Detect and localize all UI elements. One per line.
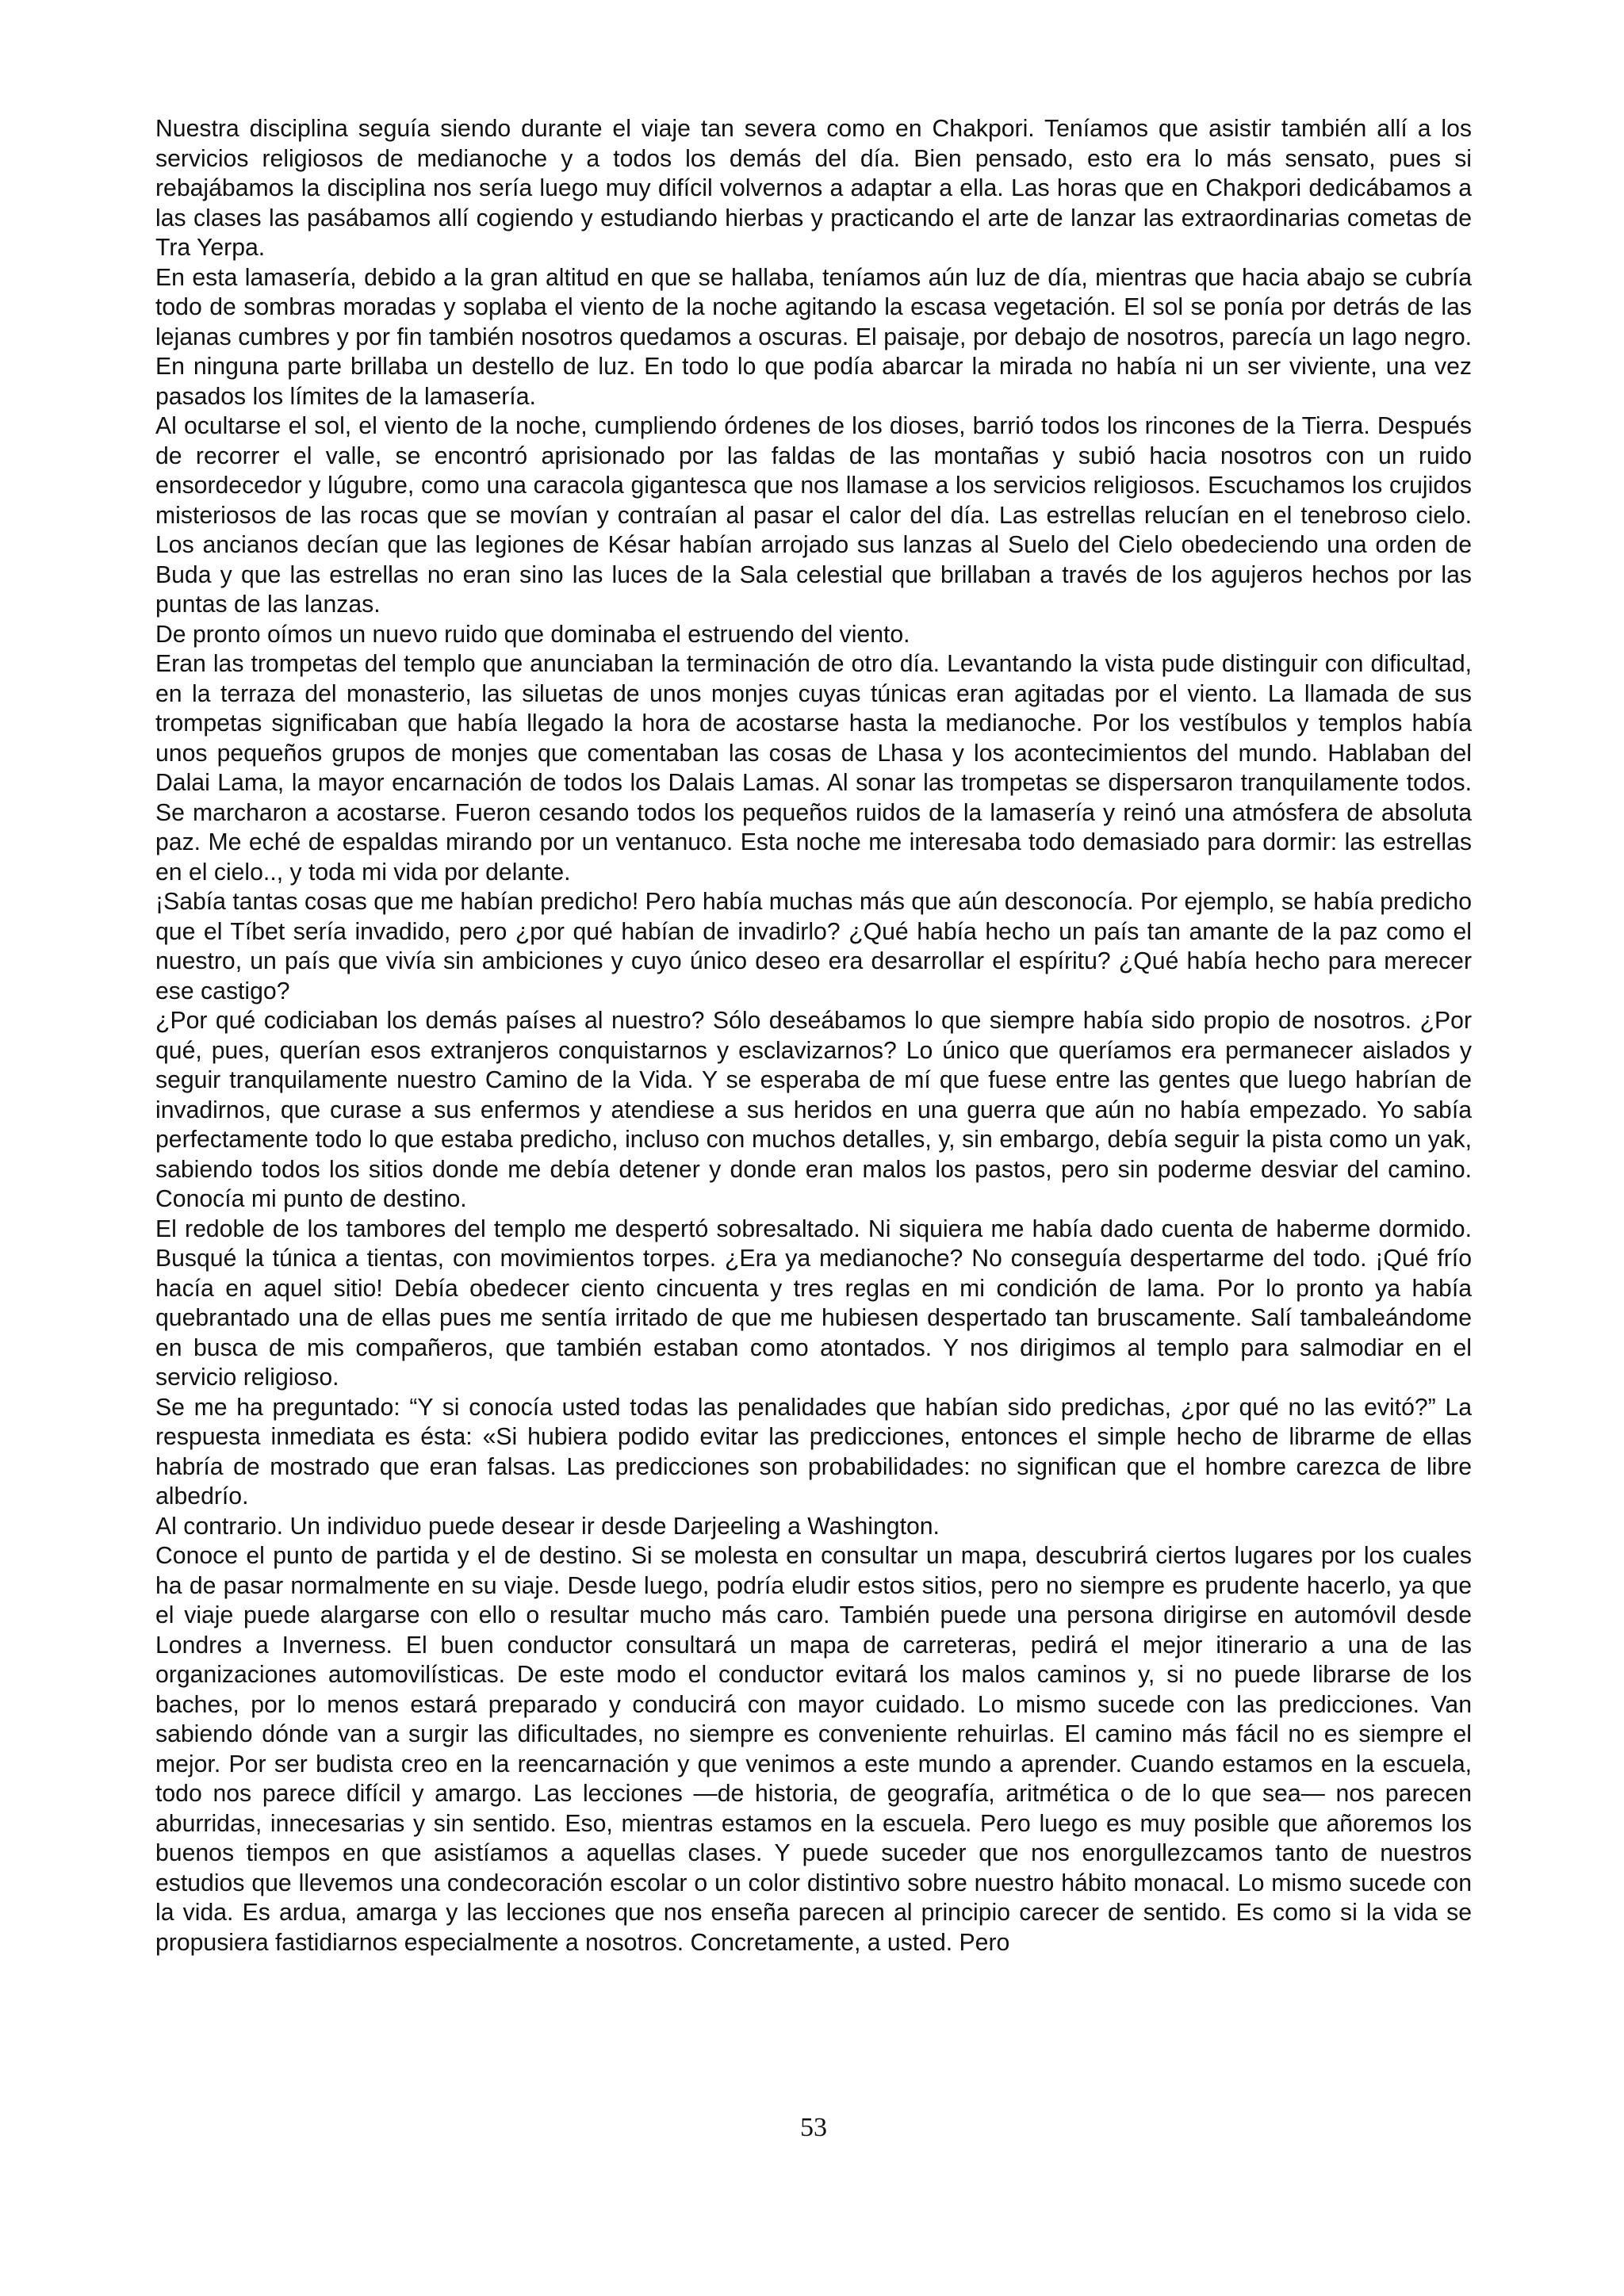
paragraph: Se me ha preguntado: “Y si conocía usted todas las penalidades que habían sido predichas, ¿por qué no las evitó?” La respuesta inmediata es ésta: «Si hubiera podido evitar las predicciones, entonces el simple hecho de librarme de ellas habría de mostrado que eran falsas. Las predicciones son probabilidades: no significan que el hombre carezca de libre albedrío. — [155, 1394, 1472, 1510]
paragraph: Nuestra disciplina seguía siendo durante el viaje tan severa como en Chakpori. Teníamos que asistir también allí a los servicios religiosos de medianoche y a todos los demás del día. Bien pensado, esto era lo más sensato, pues si rebajábamos la disciplina nos sería luego muy difícil volvernos a adaptar a ella. Las horas que en Chakpori dedicábamos a las clases las pasábamos allí cogiendo y estudiando hierbas y practicando el arte de lanzar las extraordinarias cometas de Tra Yerpa. — [155, 116, 1472, 261]
document-page — [155, 114, 1472, 2255]
paragraph: Al contrario. Un individuo puede desear ir desde Darjeeling a Washington. — [155, 1513, 940, 1540]
paragraph: Al ocultarse el sol, el viento de la noche, cumpliendo órdenes de los dioses, barrió todos los rincones de la Tierra. Después de recorrer el valle, se encontró aprisionado por las faldas de las montañas y subió hacia nosotros con un ruido ensordecedor y lúgubre, como una caracola gigantesca que nos llamase a los servicios religiosos. Escuchamos los crujidos misteriosos de las rocas que se movían y contraían al pasar el calor del día. Las estrellas relucían en el tenebroso cielo. Los ancianos decían que las legiones de Késar habían arrojado sus lanzas al Suelo del Cielo obedeciendo una orden de Buda y que las estrellas no eran sino las luces de la Sala celestial que brillaban a través de los agujeros hechos por las puntas de las lanzas. — [155, 413, 1472, 618]
paragraph: ¿Por qué codiciaban los demás países al nuestro? Sólo deseábamos lo que siempre había sido propio de nosotros. ¿Por qué, pues, querían esos extranjeros conquistarnos y esclavizarnos? Lo único que queríamos era permanecer aislados y seguir tranquilamente nuestro Camino de la Vida. Y se esperaba de mí que fuese entre las gentes que luego habrían de invadirnos, que curase a sus enfermos y atendiese a sus heridos en una guerra que aún no había empezado. Yo sabía perfectamente todo lo que estaba predicho, incluso con muchos detalles, y, sin embargo, debía seguir la pista como un yak, sabiendo todos los sitios donde me debía detener y donde eran malos los pastos, pero sin poderme desviar del camino. Conocía mi punto de destino. — [155, 1008, 1472, 1212]
body-text — [155, 114, 1472, 1957]
paragraph: Eran las trompetas del templo que anunciaban la terminación de otro día. Levantando la vista pude distinguir con dificultad, en la terraza del monasterio, las siluetas de unos monjes cuyas túnicas eran agitadas por el viento. La llamada de sus trompetas significaban que había llegado la hora de acostarse hasta la medianoche. Por los vestíbulos y templos había unos pequeños grupos de monjes que comentaban las cosas de Lhasa y los acontecimientos del mundo. Hablaban del Dalai Lama, la mayor encarnación de todos los Dalais Lamas. Al sonar las trompetas se dispersaron tranquilamente todos. Se marcharon a acostarse. Fueron cesando todos los pequeños ruidos de la lamasería y reinó una atmósfera de absoluta paz. Me eché de espaldas mirando por un ventanuco. Esta noche me interesaba todo demasiado para dormir: las estrellas en el cielo.., y toda mi vida por delante. — [155, 651, 1472, 886]
page-number: 53 — [800, 2113, 827, 2142]
paragraph: ¡Sabía tantas cosas que me habían predicho! Pero había muchas más que aún desconocía. Por ejemplo, se había predicho que el Tíbet sería invadido, pero ¿por qué habían de invadirlo? ¿Qué había hecho un país tan amante de la paz como el nuestro, un país que vivía sin ambiciones y cuyo único deseo era desarrollar el espíritu? ¿Qué había hecho para merecer ese castigo? — [155, 889, 1472, 1004]
paragraph: En esta lamasería, debido a la gran altitud en que se hallaba, teníamos aún luz de día, mientras que hacia abajo se cubría todo de sombras moradas y soplaba el viento de la noche agitando la escasa vegetación. El sol se ponía por detrás de las lejanas cumbres y por fin también nosotros quedamos a oscuras. El paisaje, por debajo de nosotros, parecía un lago negro. En ninguna parte brillaba un destello de luz. En todo lo que podía abarcar la mirada no había ni un ser viviente, una vez pasados los límites de la lamasería. — [155, 264, 1472, 410]
paragraph: El redoble de los tambores del templo me despertó sobresaltado. Ni siquiera me había dado cuenta de haberme dormido. Busqué la túnica a tientas, con movimientos torpes. ¿Era ya medianoche? No conseguía despertarme del todo. ¡Qué frío hacía en aquel sitio! Debía obedecer ciento cincuenta y tres reglas en mi condición de lama. Por lo pronto ya había quebrantado una de ellas pues me sentía irritado de que me hubiesen despertado tan bruscamente. Salí tambaleándome en busca de mis compañeros, que también estaban como atontados. Y nos dirigimos al templo para salmodiar en el servicio religioso. — [155, 1215, 1472, 1391]
paragraph: Conoce el punto de partida y el de destino. Si se molesta en consultar un mapa, descubrirá ciertos lugares por los cuales ha de pasar normalmente en su viaje. Desde luego, podría eludir estos sitios, pero no siempre es prudente hacerlo, ya que el viaje puede alargarse con ello o resultar mucho más caro. También puede una persona dirigirse en automóvil desde Londres a Inverness. El buen conductor consultará un mapa de carreteras, pedirá el mejor itinerario a una de las organizaciones automovilísticas. De este modo el conductor evitará los malos caminos y, si no puede librarse de los baches, por lo menos estará preparado y conducirá con mayor cuidado. Lo mismo sucede con las predicciones. Van sabiendo dónde van a surgir las dificultades, no siempre es conveniente rehuirlas. El camino más fácil no es siempre el mejor. Por ser budista creo en la reencarnación y que venimos a este mundo a aprender. Cuando estamos en la escuela, todo nos parece difícil y amargo. Las lecciones —de historia, de geografía, aritmética o de lo que sea— nos parecen aburridas, innecesarias y sin sentido. Eso, mientras estamos en la escuela. Pero luego es muy posible que añoremos los buenos tiempos en que asistíamos a aquellas clases. Y puede suceder que nos enorgullezcamos tanto de nuestros estudios que llevemos una condecoración escolar o un color distintivo sobre nuestro hábito monacal. Lo mismo sucede con la vida. Es ardua, amarga y las lecciones que nos enseña parecen al principio carecer de sentido. Es como si la vida se propusiera fastidiarnos especialmente a nosotros. Concretamente, a usted. Pero — [155, 1543, 1472, 1956]
paragraph: De pronto oímos un nuevo ruido que dominaba el estruendo del viento. — [155, 621, 910, 648]
